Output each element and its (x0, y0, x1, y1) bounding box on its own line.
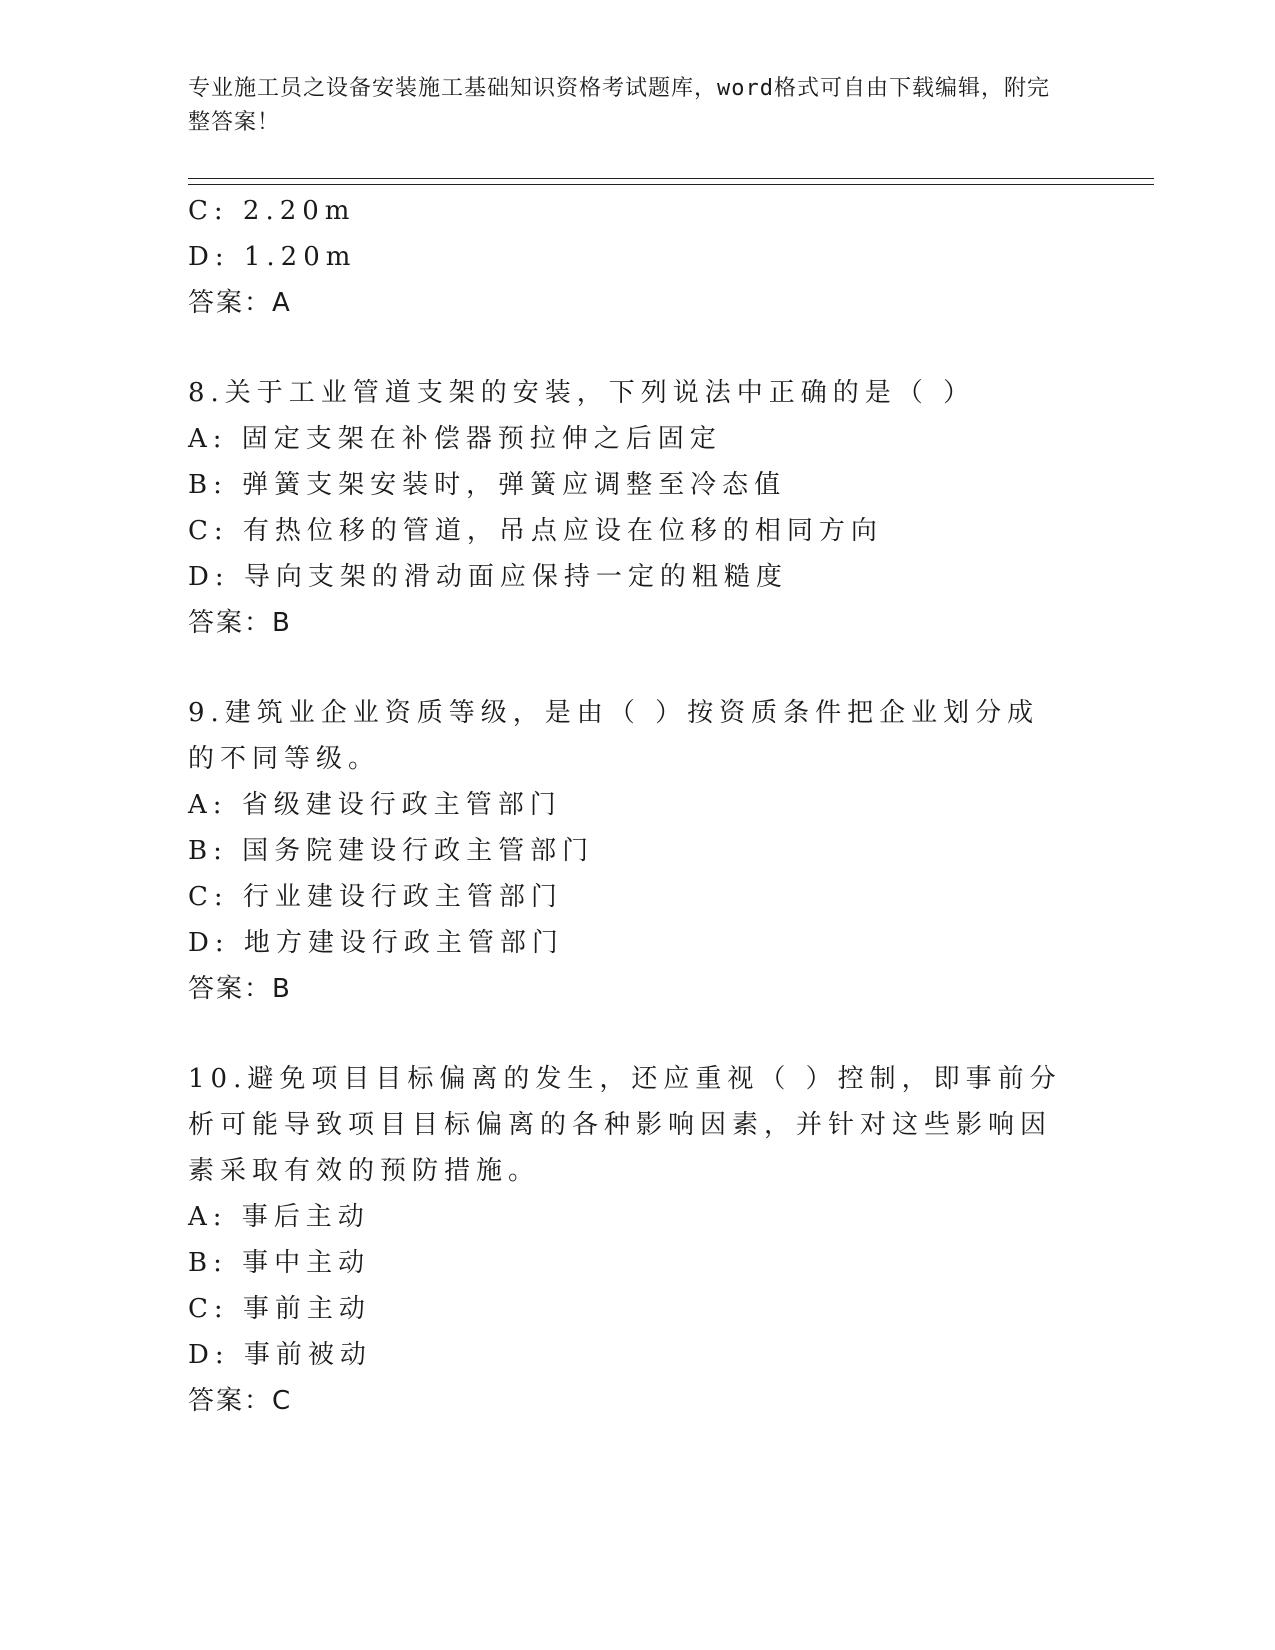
option-d: D: 1.20m (188, 242, 357, 272)
option-d: D: 事前被动 (188, 1340, 372, 1370)
answer: 答案：B (188, 974, 292, 1004)
question-list (188, 188, 1088, 1424)
option-c: C: 2.20m (188, 196, 356, 226)
option-b: B: 事中主动 (188, 1248, 371, 1278)
header-divider-bottom (188, 184, 1154, 185)
header-divider-top (188, 178, 1154, 179)
answer: 答案：A (188, 288, 292, 318)
option-c: C: 有热位移的管道，吊点应设在位移的相同方向 (188, 516, 883, 546)
option-b: B: 弹簧支架安装时，弹簧应调整至冷态值 (188, 470, 787, 500)
option-b: B: 国务院建设行政主管部门 (188, 836, 595, 866)
question-9-text: 9.建筑业企业资质等级，是由（ ）按资质条件把企业划分成的不同等级。 (188, 698, 1040, 774)
option-a: A: 省级建设行政主管部门 (188, 790, 562, 820)
question-10-text: 10.避免项目目标偏离的发生，还应重视（ ）控制，即事前分析可能导致项目目标偏离的各种影响因素，并针对这些影响因素采取有效的预防措施。 (188, 1064, 1062, 1186)
option-c: C: 事前主动 (188, 1294, 371, 1324)
option-d: D: 地方建设行政主管部门 (188, 928, 564, 958)
document-header: 专业施工员之设备安装施工基础知识资格考试题库，word格式可自由下载编辑，附完整答案！ (188, 76, 1050, 135)
option-a: A: 事后主动 (188, 1202, 370, 1232)
answer: 答案：C (188, 1386, 293, 1416)
spacer (188, 1012, 1088, 1056)
option-a: A: 固定支架在补偿器预拉伸之后固定 (188, 424, 722, 454)
answer: 答案：B (188, 608, 292, 638)
option-c: C: 行业建设行政主管部门 (188, 882, 563, 912)
question-8-text: 8.关于工业管道支架的安装，下列说法中正确的是（ ） (188, 378, 976, 408)
spacer (188, 646, 1088, 690)
option-d: D: 导向支架的滑动面应保持一定的粗糙度 (188, 562, 788, 592)
spacer (188, 326, 1088, 370)
